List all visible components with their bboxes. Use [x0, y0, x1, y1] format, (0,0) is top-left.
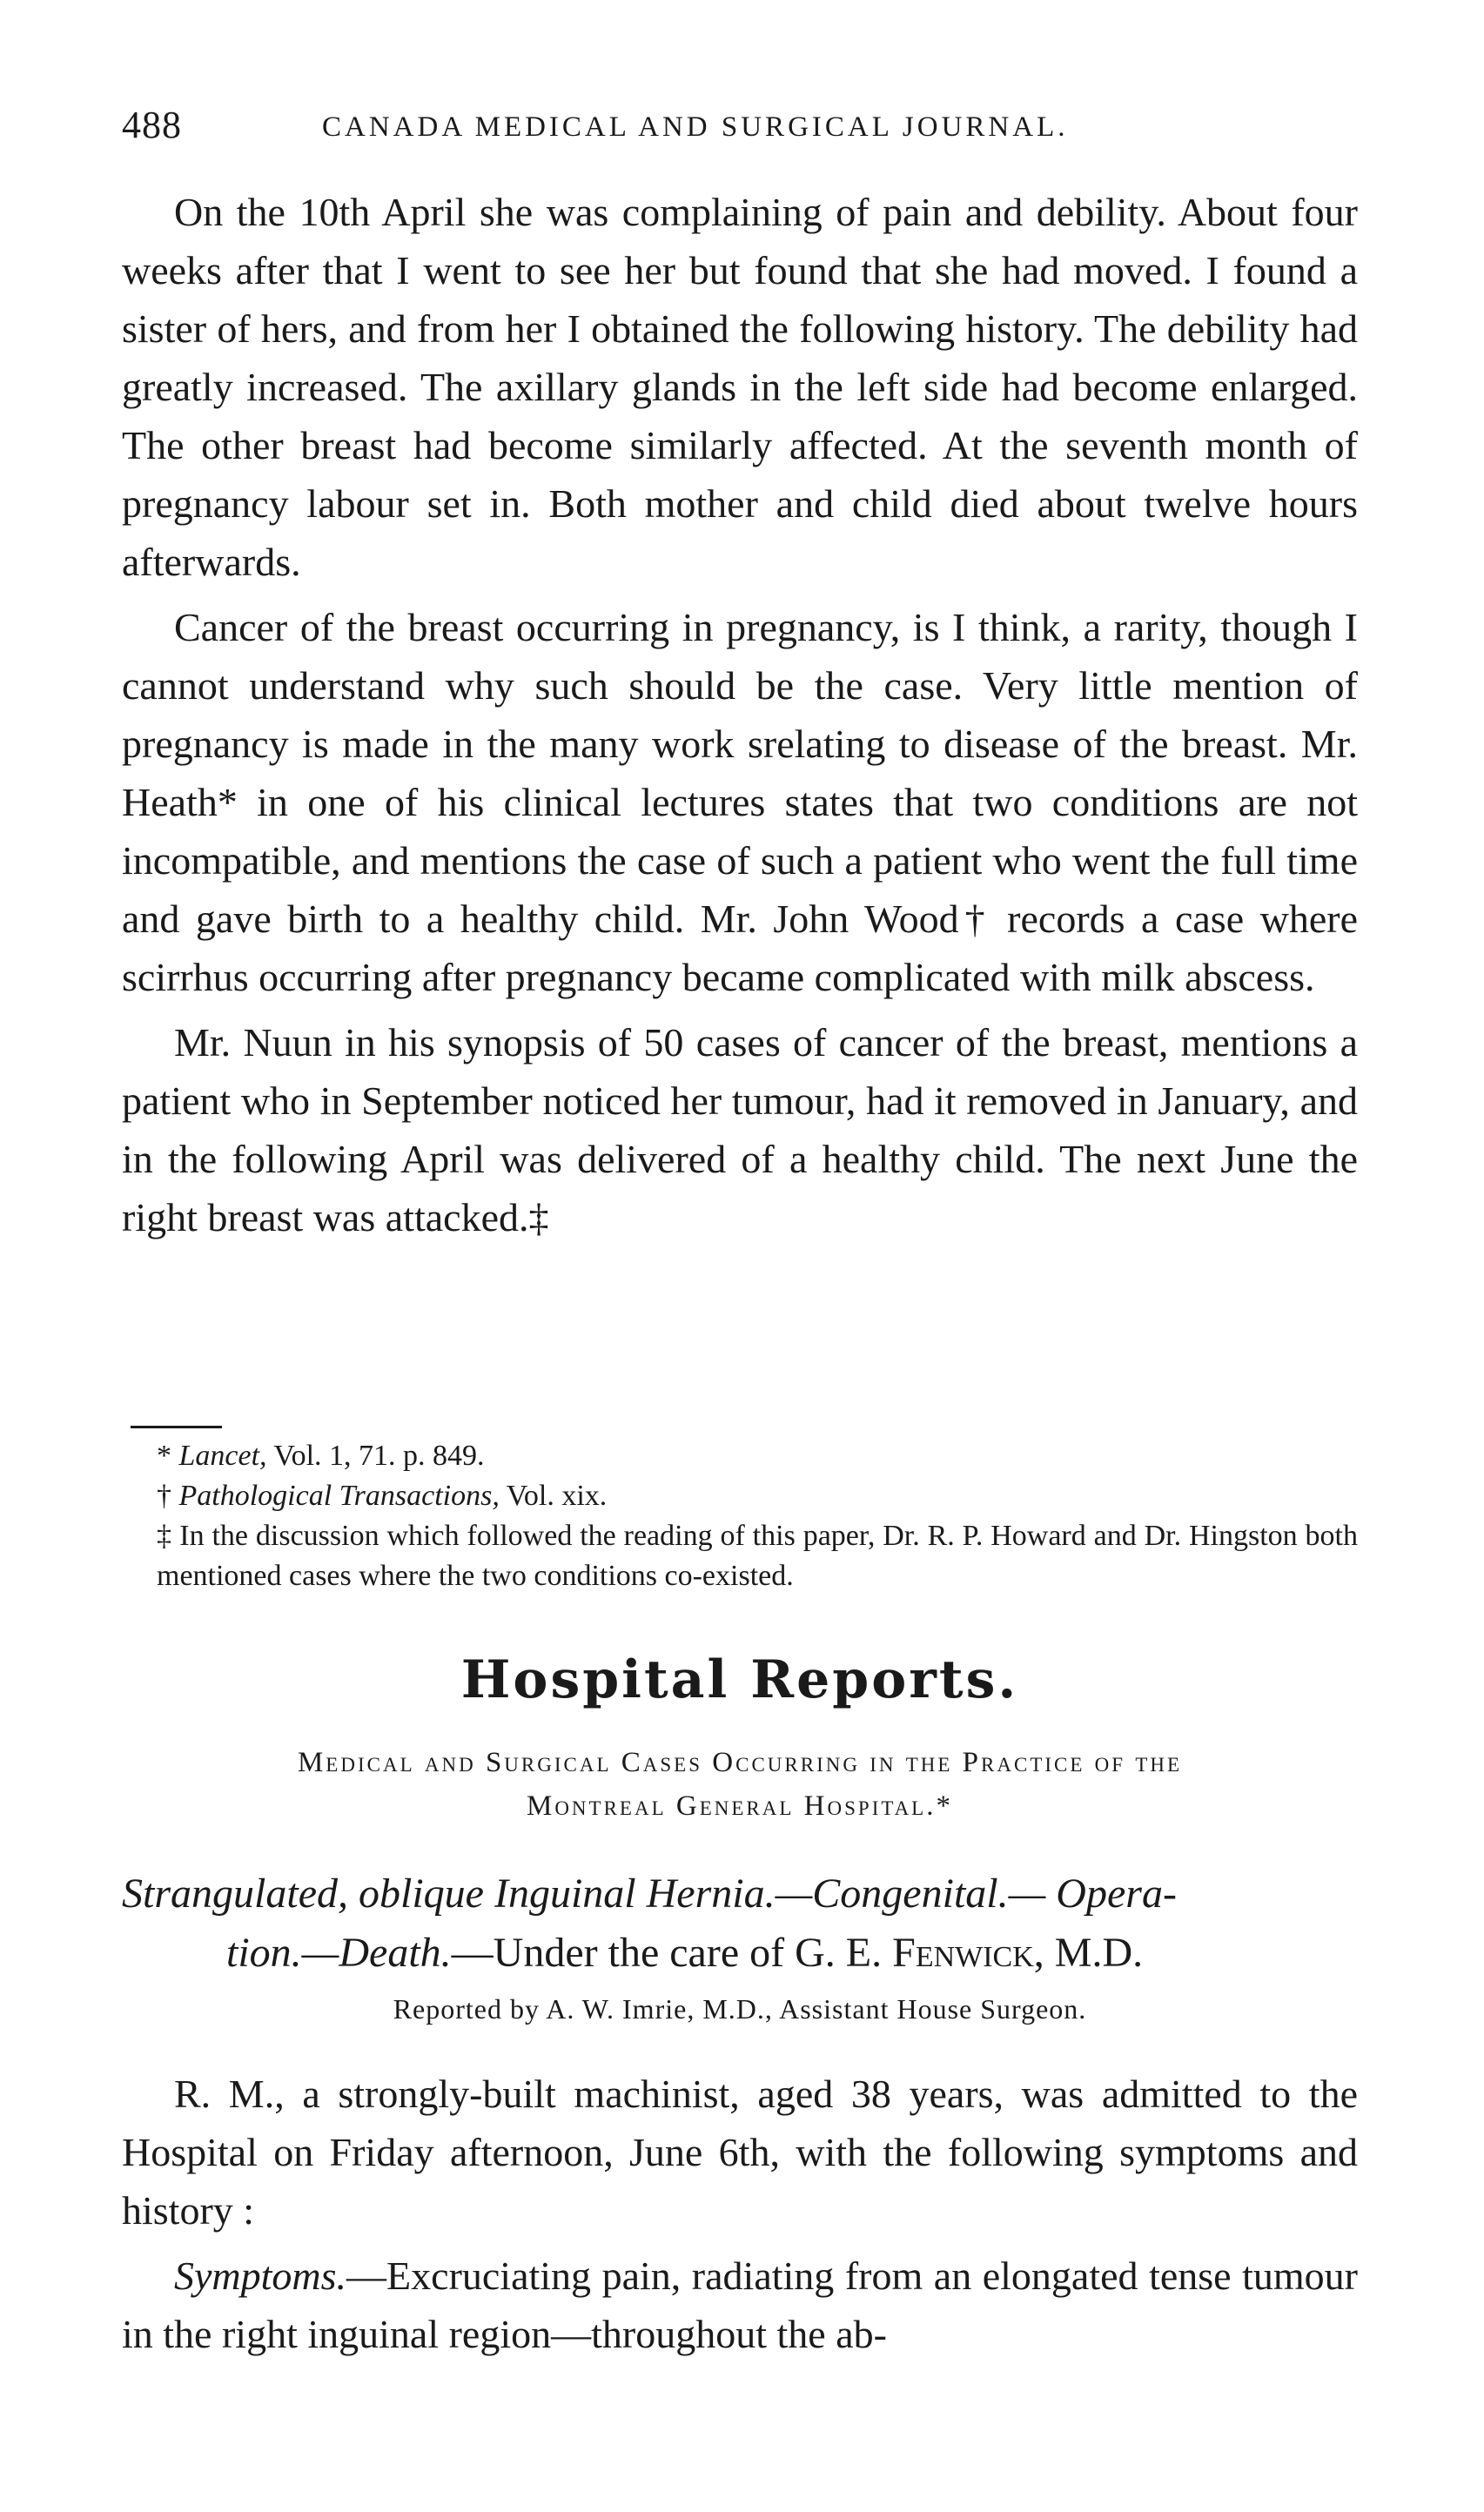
section-subtitle	[122, 1741, 1358, 1828]
page-header	[122, 103, 1358, 155]
case-title-line-2	[122, 1924, 1358, 1983]
footnote-text: Vol. xix.	[499, 1480, 608, 1512]
case-paragraph-2	[122, 2247, 1358, 2363]
footnote-mark: *	[157, 1440, 171, 1472]
paragraph-1: On the 10th April she was complaining of pain and debility. About four weeks after that I went to see her but found that she had moved. I found a sister of hers, and from her I obtained the following history. The debility had greatly increased. The axillary glands in the left side had become enlarged. The other breast had become similarly affected. At the seventh month of pregnancy labour set in. Both mother and child died about twelve hours afterwards.	[122, 190, 1358, 584]
footnote-mark: ‡	[157, 1520, 172, 1552]
case-attending: —Under the care of G. E.	[451, 1930, 893, 1976]
case-title-line-1: Strangulated, oblique Inguinal Hernia.—Congenital.— Opera-	[122, 1871, 1177, 1917]
paragraph-2: Cancer of the breast occurring in pregnancy, is I think, a rarity, though I cannot understand why such should be the case. Very little mention of pregnancy is made in the many work srelating to disease of the breast. Mr. Heath* in one of his clinical lectures states that two conditions are not incompatible, and mentions the case of such a patient who went the full time and gave birth to a healthy child. Mr. John Wood† records a case where scirrhus occurring after pregnancy became complicated with milk abscess.	[122, 605, 1358, 999]
case-heading	[122, 1864, 1358, 1983]
footnote-mark: †	[157, 1480, 171, 1512]
section-subtitle-line-1: Medical and Surgical Cases Occurring in the Practice of the	[297, 1747, 1183, 1778]
paragraph-3: Mr. Nuun in his synopsis of 50 cases of cancer of the breast, mentions a patient who in September noticed her tumour, had it removed in January, and in the following April was delivered of a healthy child. The next June the right breast was attacked.‡	[122, 1020, 1358, 1239]
case-paragraph-1: R. M., a strongly-built machinist, aged 38 years, was admitted to the Hospital on Friday afternoon, June 6th, with the following symptoms and history :	[122, 2072, 1358, 2233]
symptoms-text: —Excruciating pain, radiating from an elongated tense tumour in the right inguinal region—throughout the ab-	[122, 2253, 1358, 2356]
article-body	[122, 183, 1358, 1253]
running-head: CANADA MEDICAL AND SURGICAL JOURNAL.	[322, 111, 1069, 143]
section-subtitle-line-2: Montreal General Hospital.*	[526, 1790, 953, 1822]
symptoms-label: Symptoms.	[174, 2253, 347, 2298]
footnote-text: Vol. 1, 71. p. 849.	[266, 1440, 485, 1472]
footnote-rule	[131, 1426, 222, 1428]
case-attending-name: Fenwick	[892, 1930, 1034, 1976]
footnote-source: Lancet,	[178, 1440, 267, 1472]
case-body	[122, 2065, 1358, 2370]
case-title-outcome: tion.—Death.	[226, 1930, 452, 1976]
section-title: Hospital Reports.	[460, 1649, 1019, 1710]
page-number: 488	[122, 104, 182, 146]
reported-by: Reported by A. W. Imrie, M.D., Assistant House Surgeon.	[393, 1993, 1087, 2025]
footnote-1	[122, 1436, 1358, 1476]
footnote-3	[122, 1516, 1358, 1596]
footnote-text: In the discussion which followed the reading of this paper, Dr. R. P. Howard and Dr. Hingston both mentioned cases where the two conditions co-existed.	[157, 1520, 1358, 1592]
footnotes	[122, 1436, 1358, 1596]
footnote-source: Pathological Transactions,	[178, 1480, 500, 1512]
footnote-2	[122, 1476, 1358, 1516]
case-attending-suffix: , M.D.	[1033, 1930, 1144, 1976]
